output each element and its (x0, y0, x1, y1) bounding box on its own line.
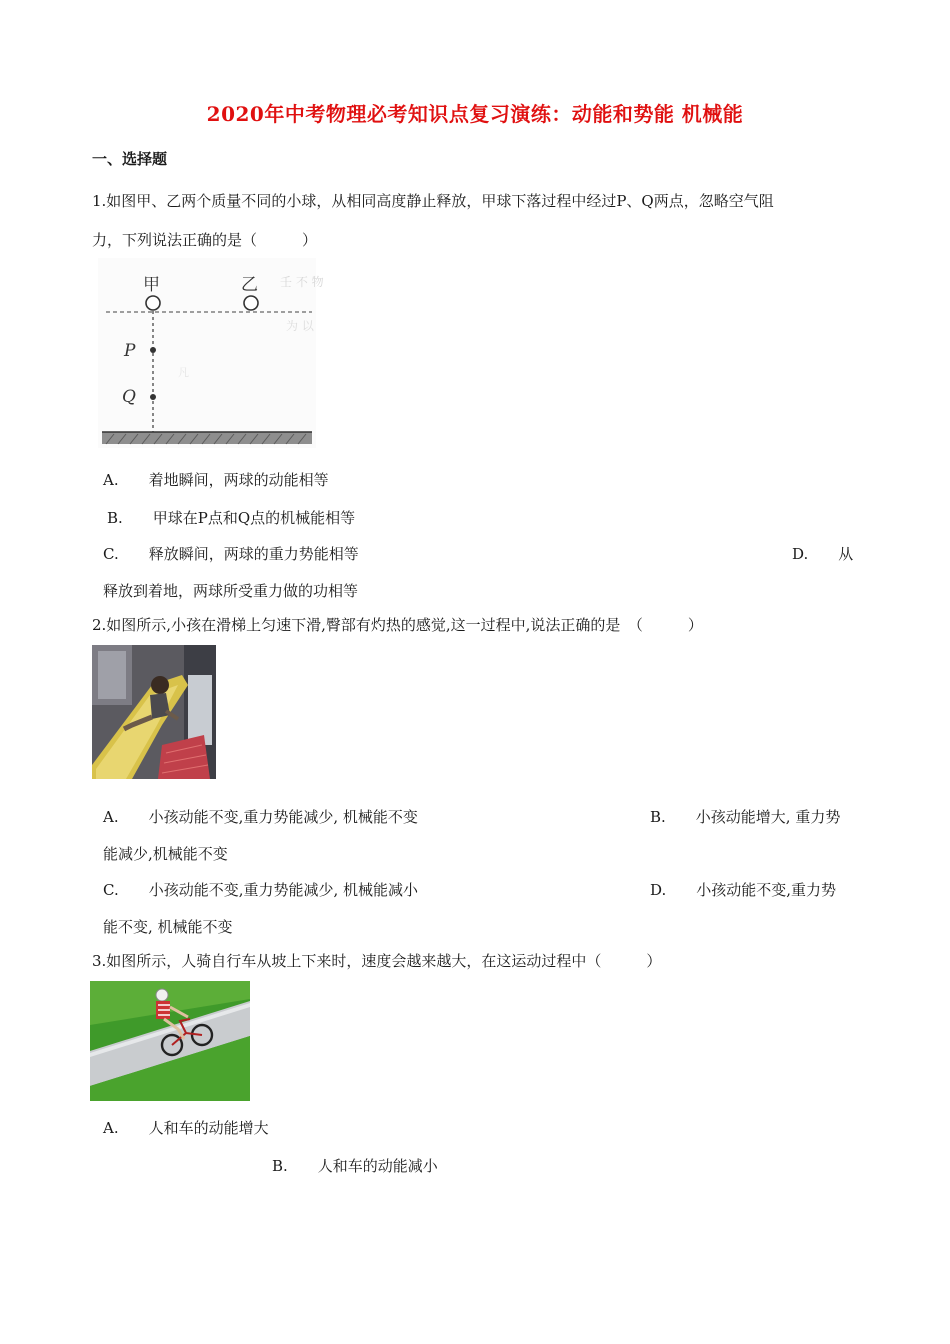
q3-option-b: B. 人和车的动能减小 (272, 1157, 438, 1175)
document-title: 2020年中考物理必考知识点复习演练：动能和势能 机械能 (206, 102, 744, 126)
q2-option-a: A. 小孩动能不变,重力势能减少, 机械能不变 (103, 808, 418, 826)
q2-stem: 2.如图所示,小孩在滑梯上匀速下滑,臀部有灼热的感觉,这一过程中,说法正确的是 （ ） (92, 616, 703, 634)
q2-option-d-tail: 能不变, 机械能不变 (103, 918, 233, 936)
label-yi: 乙 (241, 275, 258, 295)
q1-option-a: A. 着地瞬间，两球的动能相等 (103, 471, 329, 489)
q3-bicycle-photo (90, 981, 250, 1101)
q1-stem-line2: 力，下列说法正确的是（ ） (92, 231, 318, 249)
q2-option-c: C. 小孩动能不变,重力势能减少, 机械能减小 (103, 881, 419, 899)
q1-figure (98, 258, 324, 448)
q3-stem: 3.如图所示，人骑自行车从坡上下来时，速度会越来越大，在这运动过程中（ ） (92, 952, 662, 970)
point-p (150, 347, 156, 353)
ball-jia (146, 296, 160, 310)
svg-text:为 以: 为 以 (286, 319, 314, 333)
section-heading: 一、选择题 (92, 150, 168, 168)
q2-slide-photo (92, 645, 216, 779)
q1-option-c: C. 释放瞬间，两球的重力势能相等 (103, 545, 359, 563)
svg-text:凡: 凡 (178, 366, 189, 379)
label-p: P (124, 341, 136, 361)
q1-option-b: B. 甲球在P点和Q点的机械能相等 (107, 509, 356, 527)
q3-option-a: A. 人和车的动能增大 (103, 1119, 269, 1137)
q1-option-d-head: D. 从 (792, 545, 854, 563)
point-q (150, 394, 156, 400)
label-jia: 甲 (143, 275, 160, 295)
q2-option-b-tail: 能减少,机械能不变 (103, 845, 228, 863)
q2-option-b-head: B. 小孩动能增大, 重力势 (650, 808, 841, 826)
ball-yi (244, 296, 258, 310)
q2-option-d-head: D. 小孩动能不变,重力势 (650, 881, 837, 899)
q1-stem-line1: 1.如图甲、乙两个质量不同的小球，从相同高度静止释放，甲球下落过程中经过P、Q两点，忽略空气阻 (92, 192, 774, 210)
svg-text:壬 不 物: 壬 不 物 (280, 275, 324, 289)
label-q: Q (122, 387, 136, 407)
q1-option-d-tail: 释放到着地，两球所受重力做的功相等 (103, 582, 359, 600)
